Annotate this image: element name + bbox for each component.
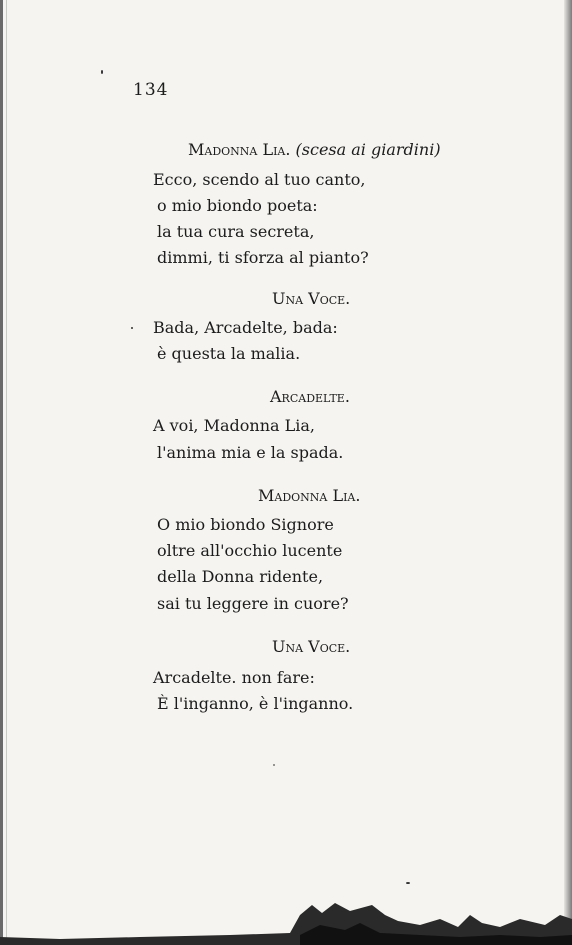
stage-direction: (scesa ai giardini) — [295, 140, 441, 159]
speaker-name: Arcadelte. — [270, 387, 350, 406]
speaker-name: Una Voce. — [272, 289, 351, 308]
speaker-heading — [188, 140, 441, 160]
verse-line: della Donna ridente, — [157, 567, 324, 586]
verse-line: A voi, Madonna Lia, — [153, 416, 315, 435]
speaker-name: Madonna Lia. — [188, 140, 291, 159]
verse-line: O mio biondo Signore — [157, 515, 334, 534]
speaker-name: Madonna Lia. — [258, 486, 361, 505]
verse-line: Bada, Arcadelte, bada: — [153, 318, 338, 337]
verse-line: oltre all'occhio lucente — [157, 541, 343, 560]
page-number: 134 — [133, 80, 169, 100]
ink-speck — [131, 327, 133, 329]
speaker-name: Una Voce. — [272, 637, 351, 656]
verse-line: sai tu leggere in cuore? — [157, 594, 349, 613]
ink-speck — [273, 764, 275, 766]
verse-line: o mio biondo poeta: — [157, 196, 318, 215]
verse-line: la tua cura secreta, — [157, 222, 315, 241]
verse-line: Arcadelte. non fare: — [153, 668, 315, 687]
verse-line: l'anima mia e la spada. — [157, 443, 344, 462]
verse-line: è questa la malia. — [157, 344, 301, 363]
verse-line: Ecco, scendo al tuo canto, — [153, 170, 366, 189]
worn-bottom-edge — [0, 875, 572, 945]
verse-line: È l'inganno, è l'inganno. — [157, 694, 354, 713]
page-left-edge — [0, 0, 3, 945]
verse-line: dimmi, ti sforza al pianto? — [157, 248, 369, 267]
ink-speck — [101, 70, 103, 74]
page-left-shadow — [6, 0, 7, 945]
page-right-edge — [564, 0, 572, 945]
